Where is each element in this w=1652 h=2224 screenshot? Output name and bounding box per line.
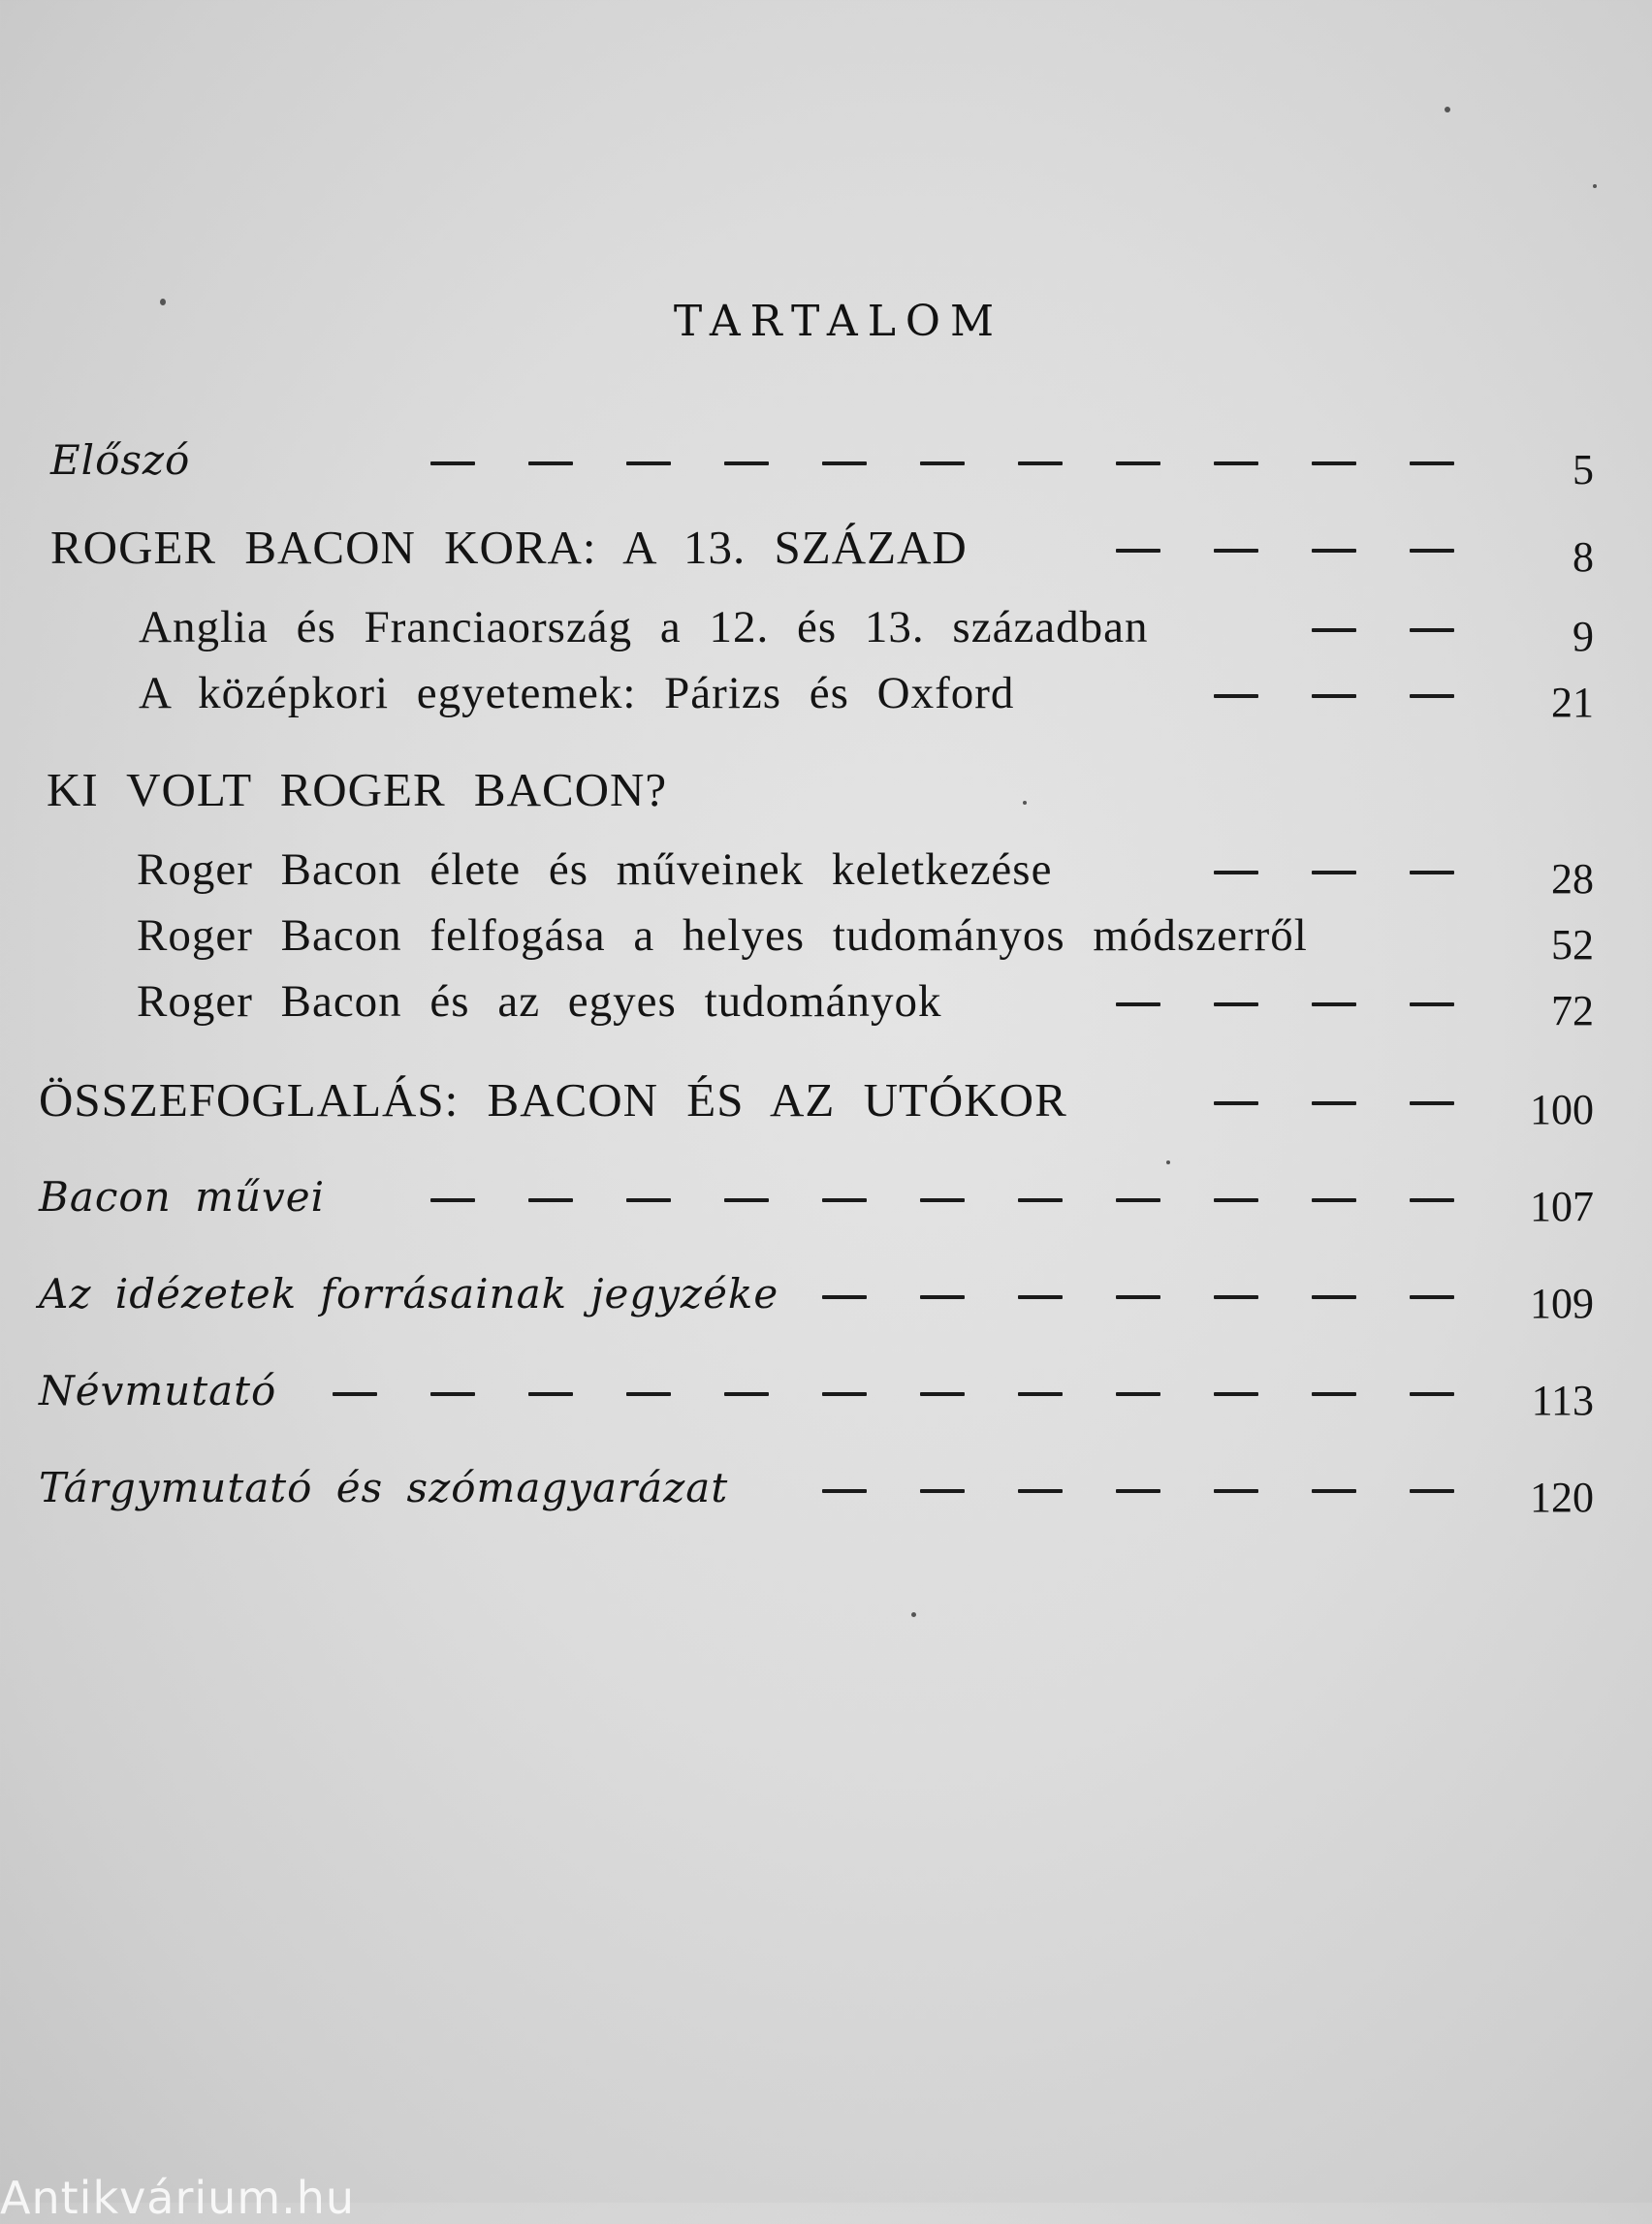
toc-entry bbox=[0, 659, 1652, 727]
toc-entry-page: 52 bbox=[1551, 921, 1594, 969]
leader-dash bbox=[822, 1489, 867, 1493]
dust-speck bbox=[160, 299, 166, 305]
leader-dash bbox=[1214, 1392, 1258, 1396]
leader-dash bbox=[1214, 461, 1258, 465]
leader-dash bbox=[1312, 628, 1356, 632]
leader-dash bbox=[1410, 628, 1454, 632]
leader-dash bbox=[1312, 1295, 1356, 1299]
toc-entry-page: 109 bbox=[1530, 1280, 1594, 1327]
leader-dash bbox=[1410, 1295, 1454, 1299]
leader-dash bbox=[1312, 1489, 1356, 1493]
toc-entry bbox=[0, 1357, 1652, 1425]
toc-entry-label: A középkori egyetemek: Párizs és Oxford bbox=[139, 668, 1015, 718]
leader-dash bbox=[1410, 1489, 1454, 1493]
dust-speck bbox=[911, 1612, 916, 1617]
toc-entry-label: Roger Bacon felfogása a helyes tudományos módszerről bbox=[137, 910, 1308, 961]
leader-dash bbox=[1018, 1295, 1063, 1299]
toc-entry-page: 8 bbox=[1573, 533, 1594, 581]
leader-dash bbox=[1214, 871, 1258, 874]
toc-entry-label: Roger Bacon élete és műveinek keletkezése bbox=[137, 844, 1053, 895]
leader-dash bbox=[1312, 461, 1356, 465]
leader-dash bbox=[626, 1392, 671, 1396]
leader-dash bbox=[920, 1295, 965, 1299]
toc-entry-label: Roger Bacon és az egyes tudományok bbox=[137, 976, 942, 1027]
leader-dash bbox=[1312, 549, 1356, 553]
toc-entry-label: Tárgymutató és szómagyarázat bbox=[39, 1464, 729, 1511]
toc-entry-page: 107 bbox=[1530, 1183, 1594, 1230]
leader-dash bbox=[1214, 1101, 1258, 1105]
toc-entry-page: 100 bbox=[1530, 1086, 1594, 1133]
leader-dash bbox=[1214, 694, 1258, 698]
toc-entry-page: 5 bbox=[1573, 446, 1594, 493]
toc-entry-label: Az idézetek forrásainak jegyzéke bbox=[39, 1270, 779, 1318]
leader-dash bbox=[1116, 461, 1160, 465]
leader-dash bbox=[1116, 1295, 1160, 1299]
leader-dash bbox=[724, 1392, 769, 1396]
toc-section-heading bbox=[0, 1066, 1652, 1134]
toc-entry-label: ÖSSZEFOGLALÁS: BACON ÉS AZ UTÓKOR bbox=[39, 1073, 1067, 1127]
toc-entry-label: Anglia és Franciaország a 12. és 13. században bbox=[139, 602, 1149, 652]
leader-dash bbox=[430, 1392, 475, 1396]
dust-speck bbox=[1023, 801, 1027, 805]
toc-entry bbox=[0, 836, 1652, 904]
leader-dash bbox=[1116, 1002, 1160, 1006]
toc-entry-label: Bacon művei bbox=[39, 1173, 326, 1221]
leader-dash bbox=[920, 1198, 965, 1202]
leader-dash bbox=[822, 1198, 867, 1202]
dust-speck bbox=[1166, 1160, 1170, 1164]
toc-entry-page: 72 bbox=[1551, 987, 1594, 1034]
leader-dash bbox=[1410, 1198, 1454, 1202]
leader-dash bbox=[1410, 549, 1454, 553]
leader-dash bbox=[1214, 1295, 1258, 1299]
leader-dash bbox=[1214, 1489, 1258, 1493]
dust-speck bbox=[1445, 107, 1450, 112]
toc-section-heading bbox=[0, 756, 1652, 824]
watermark: Antikvárium.hu bbox=[0, 2172, 356, 2224]
leader-dash bbox=[528, 1392, 573, 1396]
leader-dash bbox=[430, 461, 475, 465]
leader-dash bbox=[333, 1392, 377, 1396]
leader-dash bbox=[1312, 1198, 1356, 1202]
leader-dash bbox=[430, 1198, 475, 1202]
leader-dash bbox=[1116, 1198, 1160, 1202]
toc-entry-label: Előszó bbox=[50, 436, 191, 484]
leader-dash bbox=[1410, 871, 1454, 874]
leader-dash bbox=[1410, 1392, 1454, 1396]
leader-dash bbox=[1410, 1101, 1454, 1105]
leader-dash bbox=[724, 1198, 769, 1202]
toc-entry bbox=[0, 1163, 1652, 1231]
leader-dash bbox=[626, 1198, 671, 1202]
toc-entry-page: 9 bbox=[1573, 613, 1594, 660]
leader-dash bbox=[724, 461, 769, 465]
leader-dash bbox=[1214, 1002, 1258, 1006]
leader-dash bbox=[920, 1392, 965, 1396]
leader-dash bbox=[1312, 1101, 1356, 1105]
leader-dash bbox=[1312, 1002, 1356, 1006]
toc-entry bbox=[0, 1260, 1652, 1328]
leader-dash bbox=[1410, 1002, 1454, 1006]
leader-dash bbox=[1018, 1489, 1063, 1493]
leader-dash bbox=[1214, 1198, 1258, 1202]
toc-entry bbox=[0, 902, 1652, 969]
leader-dash bbox=[1116, 1392, 1160, 1396]
toc-entry-label: KI VOLT ROGER BACON? bbox=[47, 763, 668, 816]
toc-entry bbox=[0, 593, 1652, 661]
toc-entry bbox=[0, 427, 1652, 494]
toc-entry-page: 28 bbox=[1551, 855, 1594, 903]
toc-entry bbox=[0, 968, 1652, 1035]
leader-dash bbox=[1018, 1392, 1063, 1396]
leader-dash bbox=[1410, 461, 1454, 465]
toc-entry-page: 120 bbox=[1530, 1474, 1594, 1521]
leader-dash bbox=[1410, 694, 1454, 698]
toc-entry-page: 21 bbox=[1551, 679, 1594, 726]
leader-dash bbox=[1312, 694, 1356, 698]
leader-dash bbox=[920, 1489, 965, 1493]
leader-dash bbox=[1116, 1489, 1160, 1493]
leader-dash bbox=[1214, 549, 1258, 553]
toc-entry-label: ROGER BACON KORA: A 13. SZÁZAD bbox=[50, 521, 968, 574]
toc-entry-label: Névmutató bbox=[39, 1367, 277, 1414]
page-title: TARTALOM bbox=[673, 297, 1004, 346]
toc-entry bbox=[0, 1454, 1652, 1522]
toc-entry-page: 113 bbox=[1531, 1377, 1594, 1424]
leader-dash bbox=[1018, 461, 1063, 465]
leader-dash bbox=[822, 461, 867, 465]
toc-section-heading bbox=[0, 514, 1652, 582]
dust-speck bbox=[1593, 184, 1597, 188]
leader-dash bbox=[1116, 549, 1160, 553]
leader-dash bbox=[626, 461, 671, 465]
leader-dash bbox=[1312, 871, 1356, 874]
leader-dash bbox=[528, 461, 573, 465]
leader-dash bbox=[1312, 1392, 1356, 1396]
leader-dash bbox=[920, 461, 965, 465]
leader-dash bbox=[1018, 1198, 1063, 1202]
leader-dash bbox=[822, 1392, 867, 1396]
leader-dash bbox=[822, 1295, 867, 1299]
leader-dash bbox=[528, 1198, 573, 1202]
